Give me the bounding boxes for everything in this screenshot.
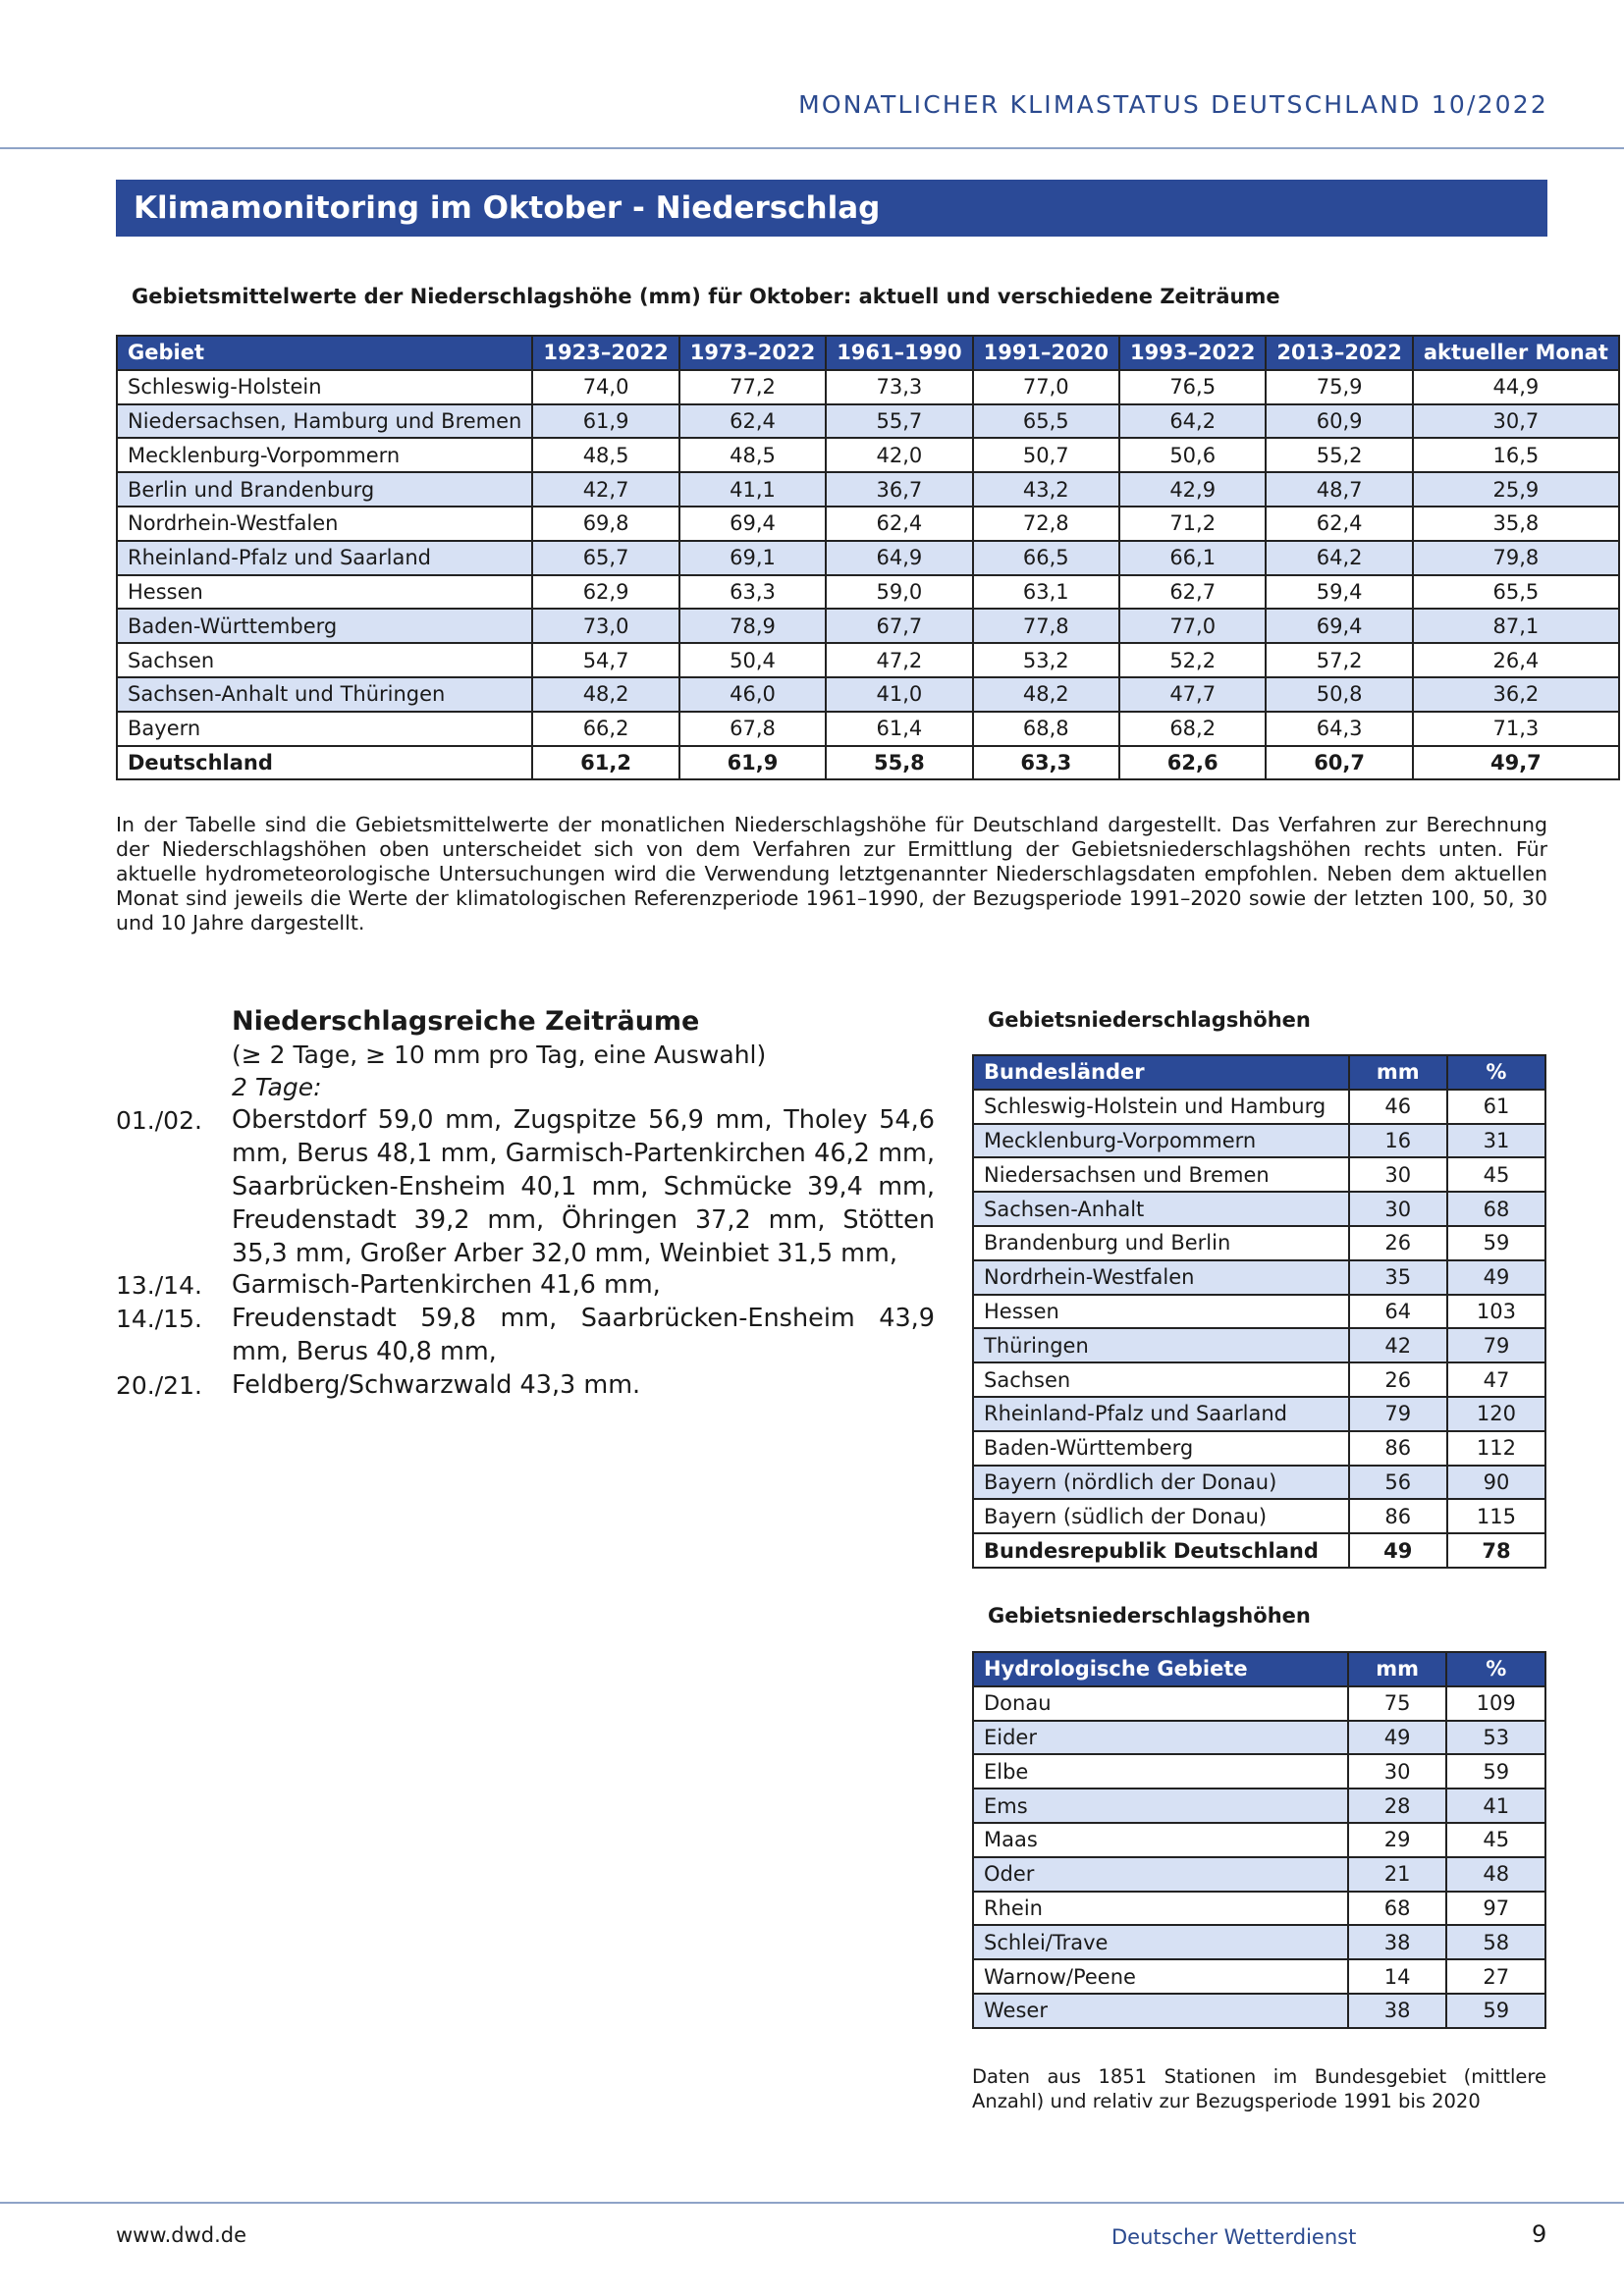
event-date: 20./21. [116, 1371, 202, 1400]
region-cell: Bayern (südlich der Donau) [973, 1499, 1349, 1533]
region-cell: Deutschland [117, 746, 532, 780]
region-cell: Schleswig-Holstein [117, 370, 532, 404]
value-cell: 47 [1447, 1362, 1545, 1397]
value-cell: 65,7 [532, 541, 678, 575]
value-cell: 78,9 [679, 609, 826, 643]
region-cell: Sachsen-Anhalt und Thüringen [117, 677, 532, 712]
footer-url[interactable]: www.dwd.de [116, 2223, 247, 2247]
column-header: mm [1348, 1652, 1447, 1686]
value-cell: 77,8 [973, 609, 1119, 643]
column-header: 2013–2022 [1266, 336, 1412, 370]
table-row [117, 370, 1619, 404]
event-text: Freudenstadt 59,8 mm, Saarbrücken-Ensheim 43,9 mm, Berus 40,8 mm, [232, 1304, 935, 1366]
region-cell: Sachsen [117, 643, 532, 677]
value-cell: 35 [1349, 1260, 1447, 1295]
total-row [117, 746, 1619, 780]
region-cell: Warnow/Peene [973, 1959, 1348, 1994]
value-cell: 68,2 [1119, 712, 1266, 746]
value-cell: 64,3 [1266, 712, 1412, 746]
value-cell: 30,7 [1413, 404, 1619, 439]
page-number: 9 [1532, 2220, 1547, 2248]
region-cell: Bayern [117, 712, 532, 746]
value-cell: 26 [1349, 1362, 1447, 1397]
table-row [973, 1157, 1545, 1192]
column-header: Gebiet [117, 336, 532, 370]
value-cell: 14 [1348, 1959, 1447, 1994]
table-row [973, 1362, 1545, 1397]
value-cell: 16,5 [1413, 438, 1619, 472]
value-cell: 48,2 [532, 677, 678, 712]
duration-label: 2 Tage: [232, 1073, 322, 1101]
value-cell: 73,0 [532, 609, 678, 643]
table-row [117, 404, 1619, 439]
value-cell: 97 [1446, 1892, 1545, 1926]
value-cell: 68 [1348, 1892, 1447, 1926]
column-header: mm [1349, 1055, 1447, 1090]
value-cell: 48,5 [532, 438, 678, 472]
value-cell: 61,9 [679, 746, 826, 780]
value-cell: 115 [1447, 1499, 1545, 1533]
table-row [117, 712, 1619, 746]
value-cell: 86 [1349, 1499, 1447, 1533]
value-cell: 69,1 [679, 541, 826, 575]
column-header: aktueller Monat [1413, 336, 1619, 370]
value-cell: 77,0 [1119, 609, 1266, 643]
region-cell: Rhein [973, 1892, 1348, 1926]
value-cell: 66,5 [973, 541, 1119, 575]
region-cell: Schleswig-Holstein und Hamburg [973, 1090, 1349, 1124]
table-row [973, 1226, 1545, 1260]
value-cell: 64,9 [826, 541, 972, 575]
table-row [973, 1857, 1545, 1892]
table-row [973, 1431, 1545, 1466]
value-cell: 36,2 [1413, 677, 1619, 712]
region-cell: Nordrhein-Westfalen [973, 1260, 1349, 1295]
region-cell: Mecklenburg-Vorpommern [973, 1124, 1349, 1158]
value-cell: 69,8 [532, 507, 678, 541]
value-cell: 76,5 [1119, 370, 1266, 404]
value-cell: 49 [1348, 1721, 1447, 1755]
value-cell: 59,4 [1266, 575, 1412, 610]
value-cell: 66,1 [1119, 541, 1266, 575]
region-cell: Weser [973, 1994, 1348, 2028]
value-cell: 43,2 [973, 472, 1119, 507]
region-cell: Hessen [117, 575, 532, 610]
event-date: 14./15. [116, 1305, 202, 1333]
value-cell: 41,0 [826, 677, 972, 712]
value-cell: 38 [1348, 1925, 1447, 1959]
value-cell: 55,7 [826, 404, 972, 439]
rainy-periods-title: Niederschlagsreiche Zeiträume [232, 1006, 700, 1037]
value-cell: 75,9 [1266, 370, 1412, 404]
value-cell: 27 [1446, 1959, 1545, 1994]
value-cell: 35,8 [1413, 507, 1619, 541]
value-cell: 26,4 [1413, 643, 1619, 677]
table-row [973, 1994, 1545, 2028]
table-row [117, 472, 1619, 507]
region-cell: Bundesrepublik Deutschland [973, 1533, 1349, 1568]
value-cell: 41 [1446, 1789, 1545, 1823]
value-cell: 67,7 [826, 609, 972, 643]
value-cell: 54,7 [532, 643, 678, 677]
column-header: 1923–2022 [532, 336, 678, 370]
value-cell: 42,7 [532, 472, 678, 507]
value-cell: 63,3 [679, 575, 826, 610]
value-cell: 62,4 [679, 404, 826, 439]
table-row [973, 1721, 1545, 1755]
value-cell: 48,2 [973, 677, 1119, 712]
value-cell: 61,4 [826, 712, 972, 746]
value-cell: 52,2 [1119, 643, 1266, 677]
value-cell: 71,2 [1119, 507, 1266, 541]
table-row [973, 1892, 1545, 1926]
region-cell: Nordrhein-Westfalen [117, 507, 532, 541]
value-cell: 28 [1348, 1789, 1447, 1823]
main-table-caption: Gebietsmittelwerte der Niederschlagshöhe (mm) für Oktober: aktuell und verschiedene Zeiträume [132, 285, 1280, 308]
region-cell: Berlin und Brandenburg [117, 472, 532, 507]
value-cell: 57,2 [1266, 643, 1412, 677]
value-cell: 64 [1349, 1295, 1447, 1329]
table-row [973, 1295, 1545, 1329]
value-cell: 31 [1447, 1124, 1545, 1158]
value-cell: 30 [1349, 1157, 1447, 1192]
value-cell: 72,8 [973, 507, 1119, 541]
column-header: 1991–2020 [973, 336, 1119, 370]
region-cell: Mecklenburg-Vorpommern [117, 438, 532, 472]
value-cell: 53 [1446, 1721, 1545, 1755]
table-row [117, 438, 1619, 472]
table-row [973, 1124, 1545, 1158]
states-precipitation-table [972, 1054, 1546, 1569]
region-cell: Eider [973, 1721, 1348, 1755]
value-cell: 55,8 [826, 746, 972, 780]
value-cell: 68,8 [973, 712, 1119, 746]
table-row [973, 1397, 1545, 1431]
value-cell: 47,2 [826, 643, 972, 677]
value-cell: 62,9 [532, 575, 678, 610]
value-cell: 77,0 [973, 370, 1119, 404]
value-cell: 74,0 [532, 370, 678, 404]
value-cell: 29 [1348, 1823, 1447, 1857]
table-row [973, 1328, 1545, 1362]
table-row [117, 575, 1619, 610]
table-description: In der Tabelle sind die Gebietsmittelwerte der monatlichen Niederschlagshöhe für Deutschland dargestellt. Das Verfahren zur Berechnung der Niederschlagshöhen oben unterscheidet sich von dem Verfahren zur Ermittlung der Gebietsniederschlagshöhen rechts unten. Für aktuelle hydrometeorologische Untersuchungen wird die Verwendung letztgenannter Niederschlagsdaten empfohlen. Neben dem aktuellen Monat sind jeweils die Werte der klimatologischen Referenzperiode 1961–1990, der Bezugsperiode 1991–2020 sowie der letzten 100, 50, 30 und 10 Jahre dargestellt. [116, 813, 1547, 934]
total-row [973, 1533, 1545, 1568]
value-cell: 61 [1447, 1090, 1545, 1124]
value-cell: 90 [1447, 1466, 1545, 1500]
region-cell: Niedersachsen, Hamburg und Bremen [117, 404, 532, 439]
value-cell: 55,2 [1266, 438, 1412, 472]
value-cell: 86 [1349, 1431, 1447, 1466]
value-cell: 67,8 [679, 712, 826, 746]
region-cell: Baden-Württemberg [117, 609, 532, 643]
footer-divider [0, 2202, 1624, 2204]
report-title: MONATLICHER KLIMASTATUS DEUTSCHLAND 10/2022 [798, 90, 1548, 119]
column-header: 1993–2022 [1119, 336, 1266, 370]
value-cell: 60,7 [1266, 746, 1412, 780]
value-cell: 38 [1348, 1994, 1447, 2028]
value-cell: 30 [1348, 1754, 1447, 1789]
value-cell: 45 [1446, 1823, 1545, 1857]
value-cell: 50,8 [1266, 677, 1412, 712]
region-cell: Thüringen [973, 1328, 1349, 1362]
value-cell: 64,2 [1119, 404, 1266, 439]
value-cell: 71,3 [1413, 712, 1619, 746]
value-cell: 50,7 [973, 438, 1119, 472]
value-cell: 68 [1447, 1192, 1545, 1226]
region-cell: Maas [973, 1823, 1348, 1857]
section-banner: Klimamonitoring im Oktober - Niederschlag [116, 180, 1547, 237]
value-cell: 65,5 [1413, 575, 1619, 610]
value-cell: 69,4 [1266, 609, 1412, 643]
value-cell: 79 [1447, 1328, 1545, 1362]
value-cell: 42,0 [826, 438, 972, 472]
value-cell: 46 [1349, 1090, 1447, 1124]
table-row [973, 1499, 1545, 1533]
value-cell: 66,2 [532, 712, 678, 746]
value-cell: 78 [1447, 1533, 1545, 1568]
value-cell: 30 [1349, 1192, 1447, 1226]
precipitation-periods-table [116, 335, 1620, 780]
value-cell: 48,5 [679, 438, 826, 472]
column-header: % [1446, 1652, 1545, 1686]
column-header: 1961–1990 [826, 336, 972, 370]
region-cell: Donau [973, 1686, 1348, 1721]
table-row [973, 1789, 1545, 1823]
region-cell: Rheinland-Pfalz und Saarland [973, 1397, 1349, 1431]
value-cell: 63,3 [973, 746, 1119, 780]
value-cell: 59,0 [826, 575, 972, 610]
value-cell: 62,4 [1266, 507, 1412, 541]
value-cell: 21 [1348, 1857, 1447, 1892]
event-text: Oberstdorf 59,0 mm, Zugspitze 56,9 mm, Tholey 54,6 mm, Berus 48,1 mm, Garmisch-Partenkirchen 46,2 mm, Saarbrücken-Ensheim 40,1 mm, Schmücke 39,4 mm, Freudenstadt 39,2 mm, Öhringen 37,2 mm, Stötten 35,3 mm, Großer Arber 32,0 mm, Weinbiet 31,5 mm, [232, 1105, 935, 1268]
value-cell: 69,4 [679, 507, 826, 541]
value-cell: 103 [1447, 1295, 1545, 1329]
column-header: Bundesländer [973, 1055, 1349, 1090]
hydro-areas-table [972, 1651, 1546, 2029]
value-cell: 87,1 [1413, 609, 1619, 643]
value-cell: 65,5 [973, 404, 1119, 439]
rainy-periods-subtitle: (≥ 2 Tage, ≥ 10 mm pro Tag, eine Auswahl) [232, 1041, 767, 1069]
region-cell: Hessen [973, 1295, 1349, 1329]
value-cell: 79,8 [1413, 541, 1619, 575]
table-row [973, 1754, 1545, 1789]
footer-organization: Deutscher Wetterdienst [1111, 2225, 1357, 2249]
states-table-caption: Gebietsniederschlagshöhen [988, 1008, 1311, 1032]
value-cell: 25,9 [1413, 472, 1619, 507]
value-cell: 47,7 [1119, 677, 1266, 712]
value-cell: 16 [1349, 1124, 1447, 1158]
table-row [973, 1925, 1545, 1959]
region-cell: Brandenburg und Berlin [973, 1226, 1349, 1260]
value-cell: 60,9 [1266, 404, 1412, 439]
value-cell: 46,0 [679, 677, 826, 712]
value-cell: 42 [1349, 1328, 1447, 1362]
table-row [117, 609, 1619, 643]
value-cell: 50,4 [679, 643, 826, 677]
value-cell: 79 [1349, 1397, 1447, 1431]
table-row [117, 507, 1619, 541]
column-header: % [1447, 1055, 1545, 1090]
region-cell: Sachsen-Anhalt [973, 1192, 1349, 1226]
value-cell: 59 [1446, 1754, 1545, 1789]
table-row [117, 643, 1619, 677]
header-divider [0, 147, 1624, 149]
event-date: 13./14. [116, 1271, 202, 1300]
region-cell: Niedersachsen und Bremen [973, 1157, 1349, 1192]
event-text: Garmisch-Partenkirchen 41,6 mm, [232, 1270, 661, 1300]
table-row [117, 677, 1619, 712]
value-cell: 56 [1349, 1466, 1447, 1500]
table-row [973, 1959, 1545, 1994]
region-cell: Baden-Württemberg [973, 1431, 1349, 1466]
column-header: Hydrologische Gebiete [973, 1652, 1348, 1686]
table-row [973, 1686, 1545, 1721]
value-cell: 61,2 [532, 746, 678, 780]
value-cell: 109 [1446, 1686, 1545, 1721]
value-cell: 59 [1447, 1226, 1545, 1260]
hydro-table-caption: Gebietsniederschlagshöhen [988, 1604, 1311, 1628]
value-cell: 63,1 [973, 575, 1119, 610]
event-text: Feldberg/Schwarzwald 43,3 mm. [232, 1370, 641, 1400]
event-date: 01./02. [116, 1106, 202, 1135]
value-cell: 42,9 [1119, 472, 1266, 507]
value-cell: 73,3 [826, 370, 972, 404]
value-cell: 49,7 [1413, 746, 1619, 780]
region-cell: Oder [973, 1857, 1348, 1892]
table-row [973, 1466, 1545, 1500]
value-cell: 59 [1446, 1994, 1545, 2028]
region-cell: Sachsen [973, 1362, 1349, 1397]
value-cell: 62,4 [826, 507, 972, 541]
table-row [973, 1090, 1545, 1124]
value-cell: 26 [1349, 1226, 1447, 1260]
table-row [973, 1192, 1545, 1226]
value-cell: 62,6 [1119, 746, 1266, 780]
value-cell: 75 [1348, 1686, 1447, 1721]
value-cell: 53,2 [973, 643, 1119, 677]
data-note: Daten aus 1851 Stationen im Bundesgebiet (mittlere Anzahl) und relativ zur Bezugsperiode 1991 bis 2020 [972, 2065, 1546, 2112]
column-header: 1973–2022 [679, 336, 826, 370]
value-cell: 61,9 [532, 404, 678, 439]
value-cell: 49 [1447, 1260, 1545, 1295]
region-cell: Elbe [973, 1754, 1348, 1789]
value-cell: 50,6 [1119, 438, 1266, 472]
region-cell: Schlei/Trave [973, 1925, 1348, 1959]
value-cell: 48 [1446, 1857, 1545, 1892]
value-cell: 58 [1446, 1925, 1545, 1959]
value-cell: 77,2 [679, 370, 826, 404]
value-cell: 62,7 [1119, 575, 1266, 610]
value-cell: 36,7 [826, 472, 972, 507]
region-cell: Rheinland-Pfalz und Saarland [117, 541, 532, 575]
value-cell: 41,1 [679, 472, 826, 507]
value-cell: 112 [1447, 1431, 1545, 1466]
value-cell: 48,7 [1266, 472, 1412, 507]
table-row [973, 1260, 1545, 1295]
region-cell: Ems [973, 1789, 1348, 1823]
value-cell: 44,9 [1413, 370, 1619, 404]
table-row [973, 1823, 1545, 1857]
value-cell: 120 [1447, 1397, 1545, 1431]
value-cell: 49 [1349, 1533, 1447, 1568]
value-cell: 45 [1447, 1157, 1545, 1192]
table-row [117, 541, 1619, 575]
region-cell: Bayern (nördlich der Donau) [973, 1466, 1349, 1500]
value-cell: 64,2 [1266, 541, 1412, 575]
